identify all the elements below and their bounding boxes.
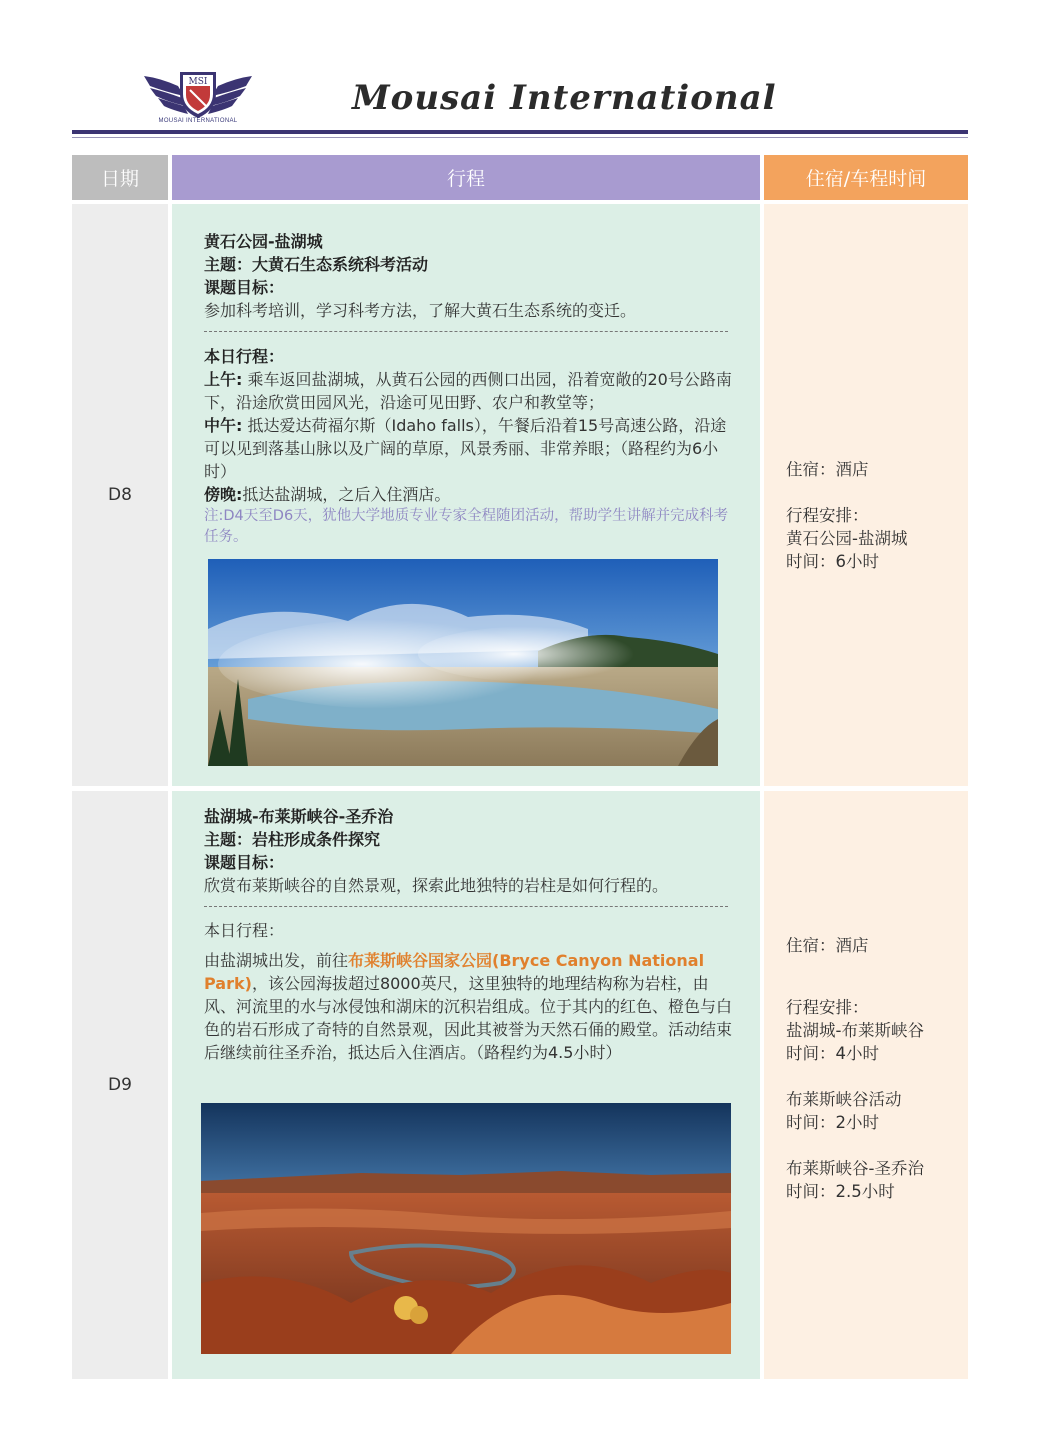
d9-heading-block — [204, 805, 732, 897]
d9-route3: 布莱斯峡谷-圣乔治 — [786, 1159, 924, 1178]
d9-theme: 主题：岩柱形成条件探究 — [204, 830, 381, 849]
d8-noon-label: 中午: — [204, 416, 243, 435]
column-header-itinerary: 行程 — [172, 155, 760, 200]
d9-body-pre: 由盐湖城出发，前往 — [204, 951, 349, 970]
d9-time3: 时间：2.5小时 — [786, 1182, 895, 1201]
d9-body-highlight: 布莱斯峡谷国家公园(Bryce Canyon National Park) — [204, 951, 705, 993]
day-cell-d9 — [72, 791, 168, 1379]
d9-route1: 盐湖城-布莱斯峡谷 — [786, 1021, 924, 1040]
d9-time1: 时间：4小时 — [786, 1044, 879, 1063]
d8-morning-text: 乘车返回盐湖城，从黄石公园的西侧口出园，沿着宽敞的20号公路南下，沿途欣赏田园风光，沿途可见田野、农户和教堂等； — [204, 370, 732, 412]
d9-title: 盐湖城-布莱斯峡谷-圣乔治 — [204, 807, 394, 826]
d8-arrange-label: 行程安排： — [786, 506, 869, 525]
d8-plan-block — [204, 345, 732, 548]
d9-arrange-label: 行程安排： — [786, 998, 869, 1017]
day-label: D9 — [108, 1075, 132, 1095]
column-header-date: 日期 — [72, 155, 168, 200]
d9-goal-text: 欣赏布莱斯峡谷的自然景观，探索此地独特的岩柱是如何行程的。 — [204, 876, 669, 895]
d8-theme: 主题：大黄石生态系统科考活动 — [204, 255, 429, 274]
yellowstone-geyser-photo — [208, 559, 718, 766]
d8-note: 注:D4天至D6天，犹他大学地质专业专家全程随团活动，帮助学生讲解并完成科考任务。 — [204, 508, 729, 545]
dashed-divider — [204, 906, 728, 907]
column-header-stay: 住宿/车程时间 — [764, 155, 968, 200]
canyon-sunrise-photo — [201, 1103, 731, 1354]
brand-name: Mousai International — [352, 78, 777, 118]
header-rule-thin — [72, 137, 968, 138]
day-cell-d8 — [72, 204, 168, 786]
d8-route: 黄石公园-盐湖城 — [786, 529, 908, 548]
dashed-divider — [204, 331, 728, 332]
day-label: D8 — [108, 485, 132, 505]
d9-plan-label: 本日行程： — [204, 921, 285, 940]
d8-morning-label: 上午: — [204, 370, 243, 389]
page-header — [0, 0, 1040, 140]
d8-time: 时间：6小时 — [786, 552, 879, 571]
d8-noon-text: 抵达爱达荷福尔斯（Idaho falls），午餐后沿着15号高速公路，沿途可以见到落基山脉以及广阔的草原，风景秀丽、非常养眼；（路程约为6小时） — [204, 416, 727, 481]
d8-title: 黄石公园-盐湖城 — [204, 232, 323, 251]
d8-lodging: 住宿：酒店 — [786, 460, 869, 479]
header-rule — [72, 130, 968, 134]
d8-evening-text: 抵达盐湖城，之后入住酒店。 — [242, 485, 451, 504]
logo-caption: MOUSAI INTERNATIONAL — [158, 118, 238, 124]
d8-goal-label: 课题目标： — [204, 278, 285, 297]
d8-heading-block — [204, 230, 732, 322]
d9-stay-block — [786, 934, 962, 1203]
d8-goal-text: 参加科考培训，学习科考方法，了解大黄石生态系统的变迁。 — [204, 301, 637, 320]
d9-lodging: 住宿：酒店 — [786, 936, 869, 955]
d9-body-post: ，该公园海拔超过8000英尺，这里独特的地理结构称为岩柱，由风、河流里的水与冰侵蚀和湖床的沉积岩组成。位于其内的红色、橙色与白色的岩石形成了奇特的自然景观，因此其被誉为天然石俑的殿堂。活动结束后继续前往圣乔治，抵达后入住酒店。（路程约为4.5小时） — [204, 974, 733, 1062]
d8-stay-block — [786, 458, 962, 573]
d9-plan-block — [204, 919, 732, 1064]
d9-route2: 布莱斯峡谷活动 — [786, 1090, 902, 1109]
d8-plan-label: 本日行程： — [204, 347, 285, 366]
d9-time2: 时间：2小时 — [786, 1113, 879, 1132]
d8-evening-label: 傍晚: — [204, 485, 243, 504]
d9-goal-label: 课题目标： — [204, 853, 285, 872]
svg-text:MSI: MSI — [188, 77, 208, 87]
